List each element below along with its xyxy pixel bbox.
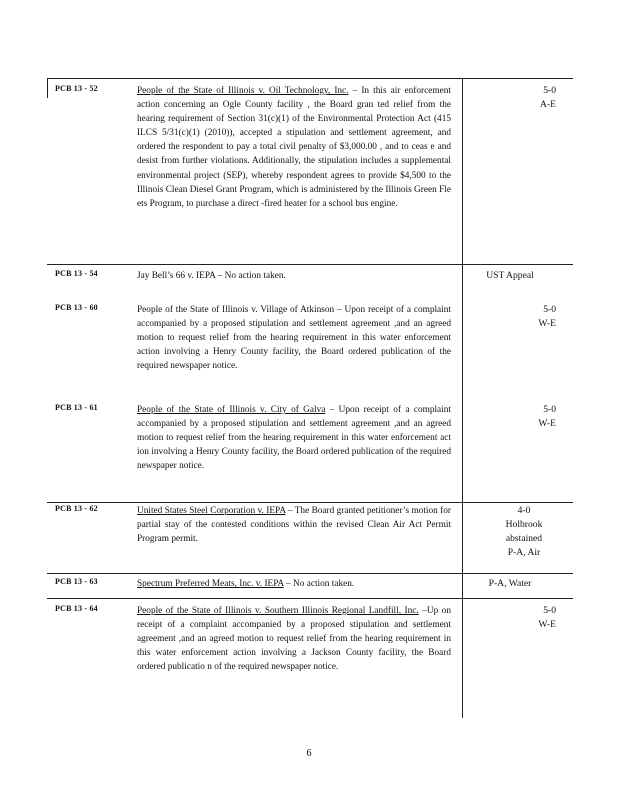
case-description — [137, 577, 451, 591]
vote-line: Holbrook — [505, 519, 543, 530]
case-body: –Up on receipt of a complaint accompanied by a proposed stipulation and settlement agreement ,and an agreed motion to request relief from the hearing requirement in this water enforcement action involving a Jackson County facility, the Board ordered publicatio n of the required newspaper notice. — [137, 606, 451, 673]
case-title: United States Steel Corporation v. IEPA — [137, 506, 286, 516]
case-description — [137, 504, 451, 546]
vote-line: 5-0 — [543, 304, 556, 315]
case-number: PCB 13 - 52 — [55, 84, 98, 93]
case-description — [137, 84, 451, 211]
case-body: – The Board granted petitioner’s motion for partial stay of the contested conditions within the revised Clean Air Act Permit Program permit. — [137, 506, 451, 545]
row-rule-3 — [47, 573, 573, 574]
vote-line: 5-0 — [543, 85, 556, 96]
case-number: PCB 13 - 62 — [55, 504, 98, 513]
case-body: – In this air enforcement action concerning an Ogle County facility , the Board gran ted relief from the hearing requirement of Section 31(c)(1) of the Environmental Protection Act (415 ILCS 5/31(c)(1) (2010)), accepted a stipulation and settlement agreement, and ordered the respondent to pay a total civil penalty of $3,000.00 , and to ceas e and desist from further violations. Additionally, the stipulation includes a supplemental environmental project (SEP), whereby respondent agrees to provide $4,500 to the Illinois Clean Diesel Grant Program, which is administered by the Illinois Green Fle ets Program, to purchase a direct -fired heater for a school bus engine. — [137, 86, 451, 209]
vote-cell — [466, 84, 556, 112]
vote-cell — [460, 577, 560, 591]
case-title: People of the State of Illinois v. City of Galva — [137, 405, 326, 415]
vote-line: W-E — [538, 418, 556, 429]
case-number: PCB 13 - 54 — [55, 269, 98, 278]
vote-line: P-A, Air — [507, 547, 541, 558]
case-number: PCB 13 - 64 — [55, 604, 98, 613]
row-rule-2 — [47, 502, 573, 503]
case-body: – Upon receipt of a complaint accompanied by a proposed stipulation and settlement agreement ,and an agreed motion to request relief from the hearing requirement in this water enforcement act ion involving a Henry County facility, the Board ordered publication of the required newspaper notice. — [137, 405, 451, 472]
case-description — [137, 269, 451, 283]
case-number: PCB 13 - 63 — [55, 577, 98, 586]
vote-cell — [484, 504, 564, 560]
row-rule-1 — [47, 264, 573, 265]
vote-cell — [466, 303, 556, 331]
case-title: Spectrum Preferred Meats, Inc. v. IEPA — [137, 579, 284, 589]
column-divider-left — [47, 78, 48, 98]
case-description — [137, 303, 451, 373]
case-body: Jay Bell’s 66 v. IEPA – No action taken. — [137, 271, 286, 281]
case-number: PCB 13 - 60 — [55, 303, 98, 312]
case-title: People of the State of Illinois v. Southern Illinois Regional Landfill, Inc. — [137, 606, 419, 616]
row-rule-4 — [47, 598, 573, 599]
table-top-rule — [47, 78, 573, 79]
column-divider-vote — [462, 78, 463, 718]
vote-line: 5-0 — [543, 404, 556, 415]
vote-cell — [460, 269, 560, 283]
case-description — [137, 604, 451, 674]
vote-line: 5-0 — [543, 605, 556, 616]
page-number: 6 — [306, 748, 312, 759]
vote-line: UST Appeal — [486, 270, 534, 281]
case-title: People of the State of Illinois v. Oil Technology, Inc. — [137, 86, 349, 96]
vote-line: P-A, Water — [488, 578, 532, 589]
vote-line: A-E — [540, 99, 556, 110]
case-number: PCB 13 - 61 — [55, 403, 98, 412]
vote-cell — [466, 604, 556, 632]
case-body: People of the State of Illinois v. Village of Atkinson – Upon receipt of a complaint accompanied by a proposed stipulation and settlement agreement ,and an agreed motion to request relief from the hearing requirement in this water enforcement action involving a Henry County facility, the Board ordered publication of the required newspaper notice. — [137, 305, 451, 372]
vote-line: 4-0 — [517, 505, 531, 516]
vote-line: abstained — [505, 533, 543, 544]
vote-line: W-E — [538, 318, 556, 329]
case-description — [137, 403, 451, 473]
vote-cell — [466, 403, 556, 431]
case-body: – No action taken. — [283, 579, 355, 589]
vote-line: W-E — [538, 619, 556, 630]
